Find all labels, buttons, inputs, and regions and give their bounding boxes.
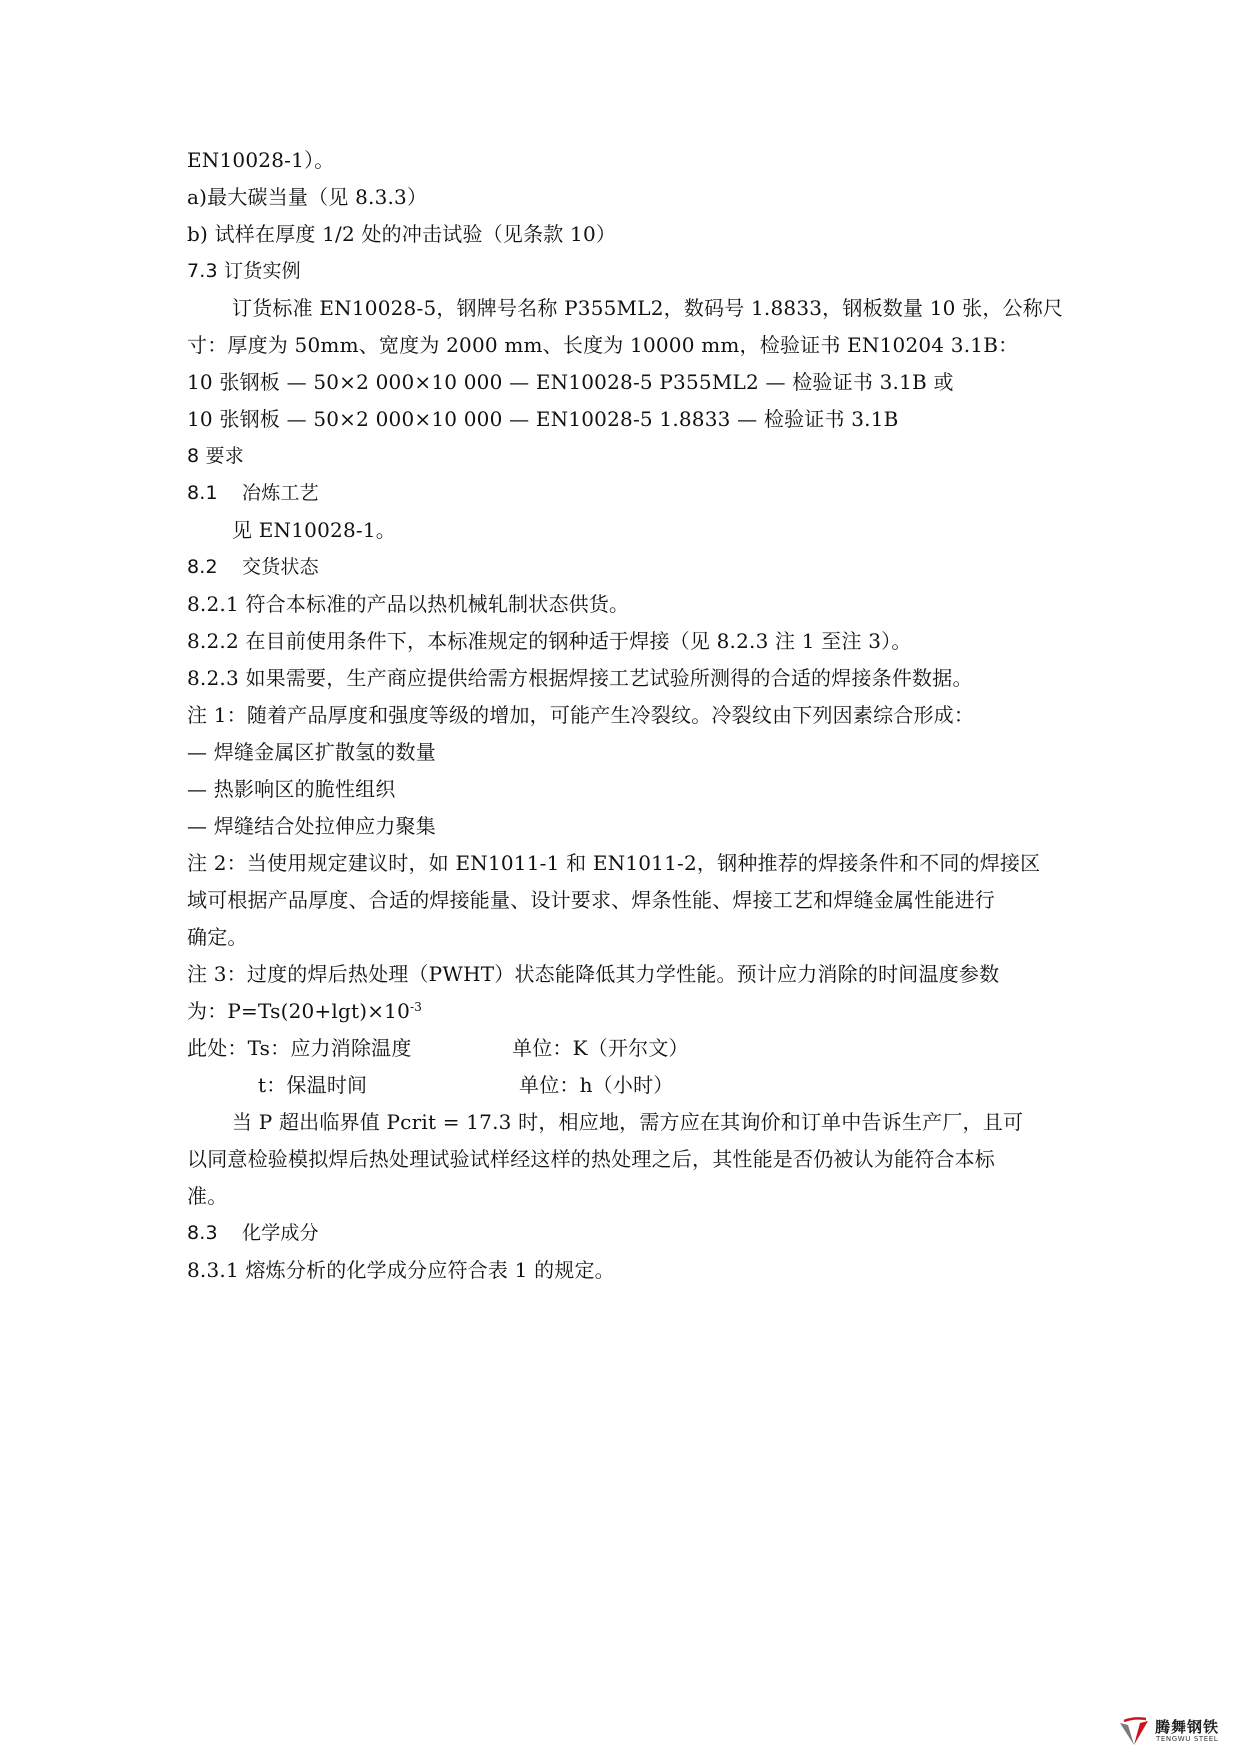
note-line: 注 1：随着产品厚度和强度等级的增加，可能产生冷裂纹。冷裂纹由下列因素综合形成： [187, 703, 975, 727]
clause-line: 8.2.1 符合本标准的产品以热机械轧制状态供货。 [187, 592, 630, 616]
order-example-line: 10 张钢板 — 50×2 000×10 000 — EN10028-5 1.8833 — 检验证书 3.1B [187, 407, 899, 431]
list-item: — 焊缝结合处拉伸应力聚集 [187, 814, 436, 838]
logo-name-cn: 腾舞钢铁 [1155, 1718, 1220, 1736]
formula-text: 为：P=Ts(20+lgt)×10 [187, 999, 411, 1023]
paragraph-line: 以同意检验模拟焊后热处理试验试样经这样的热处理之后，其性能是否仍被认为能符合本标 [187, 1147, 995, 1171]
clause-line: 8.2.2 在目前使用条件下，本标准规定的钢种适于焊接（见 8.2.3 注 1 至注 3）。 [187, 629, 912, 653]
subsection-heading [187, 1220, 1067, 1246]
subsection-heading [187, 480, 1067, 506]
formula-exponent: -3 [410, 1000, 423, 1014]
list-item: — 焊缝金属区扩散氢的数量 [187, 740, 436, 764]
subsection-heading [187, 554, 1067, 580]
company-logo [1118, 1716, 1238, 1748]
definition-term: t：保温时间 [258, 1073, 368, 1097]
paragraph-line: 订货标准 EN10028-5，钢牌号名称 P355ML2，数码号 1.8833，钢板数量 10 张，公称尺 [232, 296, 1064, 320]
clause-line: 8.2.3 如果需要，生产商应提供给需方根据焊接工艺试验所测得的合适的焊接条件数据。 [187, 666, 973, 690]
paragraph-line: 当 P 超出临界值 Pcrit = 17.3 时，相应地，需方应在其询价和订单中告诉生产厂，且可 [232, 1110, 1024, 1134]
definition-unit: 单位：h（小时） [519, 1073, 674, 1097]
definition-line [258, 1072, 1138, 1098]
note-line: 注 3：过度的焊后热处理（PWHT）状态能降低其力学性能。预计应力消除的时间温度参数 [187, 962, 1000, 986]
section-heading: 7.3 订货实例 [187, 260, 301, 282]
subsection-number: 8.2 [187, 556, 218, 578]
subsection-number: 8.1 [187, 482, 218, 504]
order-example-line: 10 张钢板 — 50×2 000×10 000 — EN10028-5 P355ML2 — 检验证书 3.1B 或 [187, 370, 954, 394]
subsection-title: 化学成分 [242, 1222, 319, 1244]
paragraph-line: 寸：厚度为 50mm、宽度为 2000 mm、长度为 10000 mm，检验证书 EN10204 3.1B： [187, 333, 1019, 357]
text-line: EN10028-1）。 [187, 148, 335, 172]
text-line: b) 试样在厚度 1/2 处的冲击试验（见条款 10） [187, 222, 617, 246]
section-heading: 8 要求 [187, 445, 244, 467]
note-line: 注 2：当使用规定建议时，如 EN1011-1 和 EN1011-2，钢种推荐的焊接条件和不同的焊接区 [187, 851, 1041, 875]
formula-line [187, 998, 1067, 1024]
paragraph-line: 准。 [187, 1184, 228, 1208]
paragraph-line: 见 EN10028-1。 [232, 518, 396, 542]
note-line: 确定。 [187, 925, 248, 949]
list-item: — 热影响区的脆性组织 [187, 777, 396, 801]
text-line: a)最大碳当量（见 8.3.3） [187, 185, 428, 209]
definition-term: 此处：Ts：应力消除温度 [187, 1036, 412, 1060]
logo-name-en: TENGWU STEEL [1156, 1735, 1219, 1743]
definition-unit: 单位：K（开尔文） [512, 1036, 689, 1060]
subsection-number: 8.3 [187, 1222, 218, 1244]
tengwu-logo-icon [1118, 1717, 1150, 1747]
subsection-title: 交货状态 [242, 556, 319, 578]
subsection-title: 冶炼工艺 [242, 482, 319, 504]
definition-line [187, 1035, 1067, 1061]
note-line: 域可根据产品厚度、合适的焊接能量、设计要求、焊条性能、焊接工艺和焊缝金属性能进行 [187, 888, 995, 912]
clause-line: 8.3.1 熔炼分析的化学成分应符合表 1 的规定。 [187, 1258, 615, 1282]
